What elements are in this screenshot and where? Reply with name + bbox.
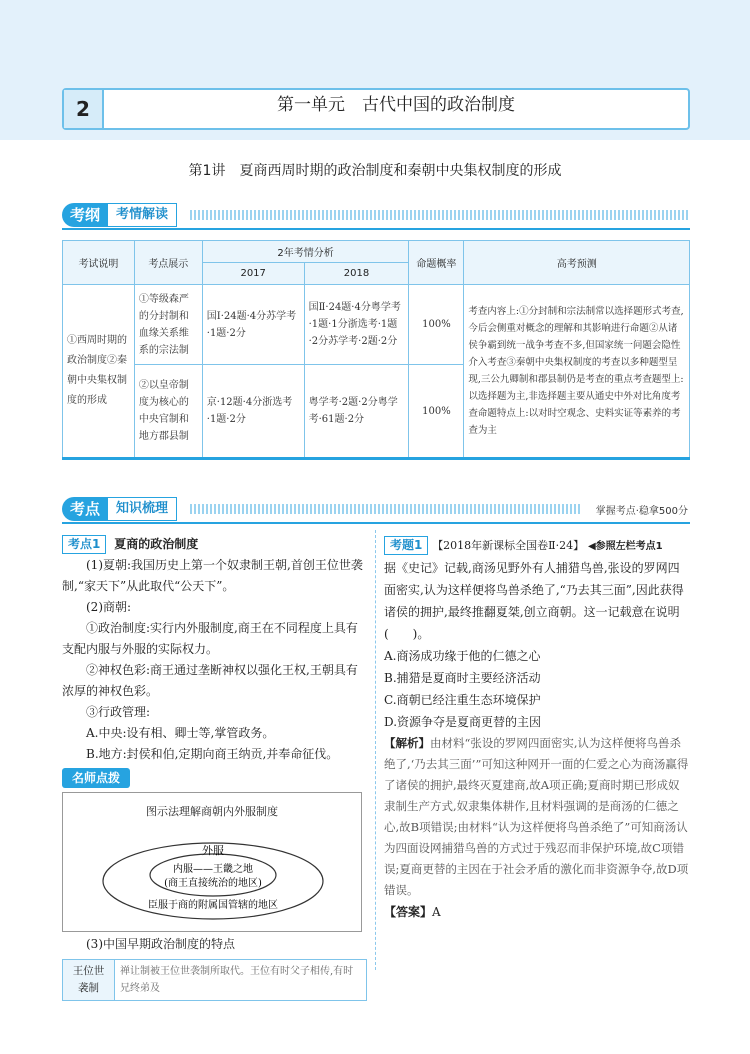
answer-label: 【答案】	[384, 905, 433, 919]
analysis	[384, 733, 690, 901]
feature-body-cell: 禅让制被王位世袭制所取代。王位有时父子相传,有时兄终弟及	[115, 960, 367, 1001]
kaodian-title: 夏商的政治制度	[114, 537, 199, 551]
feature-head-cell: 王位世袭制	[63, 960, 115, 1001]
exam-section-tag	[62, 203, 177, 227]
para-admin: ③行政管理:	[86, 705, 151, 719]
knowledge-section-tag	[62, 497, 177, 521]
column-divider	[375, 530, 376, 970]
knowledge-label: 知识梳理	[108, 497, 177, 521]
exam-label: 考情解读	[108, 203, 177, 227]
diagram-outer-label: 外服	[202, 844, 224, 857]
knowledge-right-note: 掌握考点·稳拿500分	[595, 506, 688, 517]
knowledge-rule	[62, 522, 690, 524]
question-source: 【2018年新课标全国卷Ⅱ·24】	[432, 539, 585, 552]
question-stem: 据《史记》记载,商汤见野外有人捕猎鸟兽,张设的罗网四面密实,认为这样便将鸟兽杀绝了,“乃去其三面”,因此获得诸侯的拥护,最终推翻夏桀,创立商朝。这一记载意在说明( )。	[384, 561, 684, 641]
y2017-cell-1: 国Ⅰ·24题·4分苏学考·1题·2分	[202, 285, 304, 365]
inner-ellipse	[150, 854, 276, 896]
unit-title: 第一单元 古代中国的政治制度	[277, 95, 515, 115]
th-2017: 2017	[202, 263, 304, 285]
early-feature-heading: (3)中国早期政治制度的特点	[86, 937, 235, 951]
diagram-inner-label-1: 内服——王畿之地	[173, 864, 253, 875]
question-tag: 考题1	[384, 536, 428, 555]
th-2018: 2018	[304, 263, 409, 285]
option-c: C.商朝已经注重生态环境保护	[384, 693, 541, 707]
left-column	[62, 534, 367, 1001]
knowledge-tag: 考点	[62, 497, 108, 521]
exam-rule	[62, 228, 690, 230]
unit-header	[62, 88, 690, 130]
exam-desc-cell: ①西周时期的政治制度②秦朝中央集权制度的形成	[63, 285, 135, 459]
para-shang: (2)商朝:	[86, 600, 132, 614]
question-ref: ◀参照左栏考点1	[587, 541, 663, 552]
exam-tag: 考纲	[62, 203, 108, 227]
para-local: B.地方:封侯和伯,定期向商王纳贡,并奉命征伐。	[86, 747, 339, 761]
early-feature-table	[62, 959, 367, 1001]
diagram-title: 图示法理解商朝内外服制度	[146, 805, 278, 818]
tip-tag: 名师点拨	[62, 768, 130, 788]
nei-wai-fu-diagram	[62, 792, 362, 932]
lesson-title: 第1讲 夏商西周时期的政治制度和秦朝中央集权制度的形成	[188, 163, 562, 179]
para-central: A.中央:设有相、卿士等,掌管政务。	[86, 726, 275, 740]
prob-cell-2: 100%	[409, 365, 464, 459]
option-b: B.捕猎是夏商时主要经济活动	[384, 671, 541, 685]
diagram-bottom-label: 臣服于商的附属国管辖的地区	[148, 900, 278, 911]
y2018-cell-1: 国Ⅱ·24题·4分粤学考·1题·1分浙选考·1题·2分苏学考·2题·2分	[304, 285, 409, 365]
exam-overview-table	[62, 240, 690, 460]
analysis-label: 【解析】	[384, 736, 430, 750]
forecast-cell: 考查内容上:①分封制和宗法制常以选择题形式考查,今后会侧重对概念的理解和其影响进行命题②从诸侯争霸到统一战争考查不多,但国家统一问题会隐性介入考查③秦朝中央集权制度的考查以多种题型呈现,三公九卿制和郡县制仍是考查的重点考查题型上:以选择题为主,非选择题主要从通史中外对比角度考查命题特点上:以对时空观念、史料实证等素养的考查为主	[464, 285, 690, 459]
para-xia: (1)夏朝:我国历史上第一个奴隶制王朝,首创王位世袭制,“家天下”从此取代“公天下”。	[62, 558, 363, 593]
kaodian-cell-2: ②以皇帝制度为核心的中央官制和地方郡县制	[134, 365, 202, 459]
answer-value: A	[432, 905, 441, 919]
th-analysis: 2年考情分析	[202, 241, 409, 263]
prob-cell-1: 100%	[409, 285, 464, 365]
para-theocracy: ②神权色彩:商王通过垄断神权以强化王权,王朝具有浓厚的神权色彩。	[62, 663, 358, 698]
y2017-cell-2: 京·12题·4分浙选考·1题·2分	[202, 365, 304, 459]
th-prob: 命题概率	[409, 241, 464, 285]
option-d: D.资源争夺是夏商更替的主因	[384, 715, 542, 729]
y2018-cell-2: 粤学考·2题·2分粤学考·61题·2分	[304, 365, 409, 459]
diagram-inner-label-2: (商王直接统治的地区)	[164, 878, 262, 889]
option-a: A.商汤成功缘于他的仁德之心	[384, 649, 541, 663]
answer	[384, 901, 690, 923]
kaodian-cell-1: ①等级森严的分封制和血缘关系维系的宗法制	[134, 285, 202, 365]
analysis-text: 由材料“张设的罗网四面密实,认为这样便将鸟兽杀绝了,‘乃去其三面’”可知这种网开一面的仁爱之心为商汤赢得了诸侯的拥护,最终灭夏建商,故A项正确;夏商时期已形成奴隶制生产方式,奴隶集体耕作,且材料强调的是商汤的仁德之心,故B项错误;由材料“认为这样便将鸟兽杀绝了”可知商汤认为四面设网捕猎鸟兽的方式过于残忍而非保护环境,故C项错误;夏商更替的主因在于社会矛盾的激化而非资源争夺,故D项错误。	[384, 736, 689, 897]
exam-stripe	[190, 210, 690, 220]
th-kaodian: 考点展示	[134, 241, 202, 285]
right-column	[384, 534, 690, 923]
page-number: 2	[64, 90, 104, 128]
kaodian-tag: 考点1	[62, 535, 106, 554]
para-political: ①政治制度:实行内外服制度,商王在不同程度上具有支配内服与外服的实际权力。	[62, 621, 358, 656]
th-exam-desc: 考试说明	[63, 241, 135, 285]
th-forecast: 高考预测	[464, 241, 690, 285]
knowledge-stripe	[190, 504, 580, 514]
diagram-ellipses	[63, 793, 363, 933]
